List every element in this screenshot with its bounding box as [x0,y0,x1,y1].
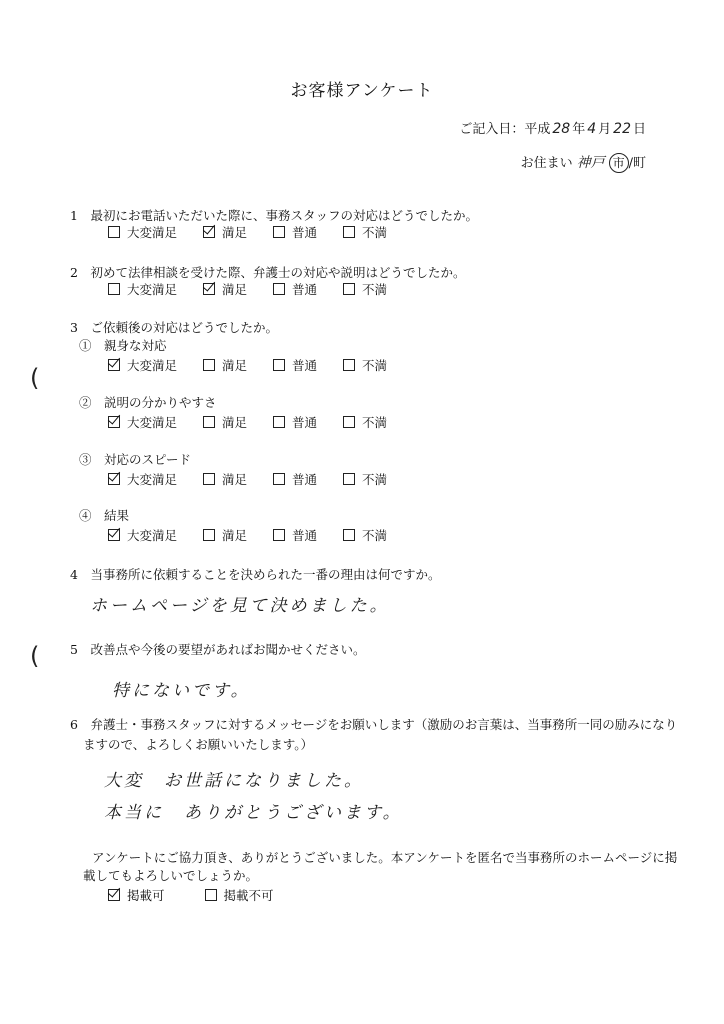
option-label: 大変満足 [127,358,178,373]
checkbox[interactable] [273,416,285,428]
question-3-sub-1-options [108,356,413,374]
checkbox[interactable] [108,473,120,485]
option-label: 満足 [222,472,248,487]
question-1-options [108,223,413,241]
address [521,152,646,173]
option-publish-denied[interactable] [205,886,274,904]
checkbox[interactable] [203,416,215,428]
option-label: 満足 [222,358,248,373]
option-average[interactable] [273,280,317,298]
checkbox[interactable] [203,359,215,371]
option-label: 不満 [362,282,388,297]
closing-line-1: アンケートにご協力頂き、ありがとうございました。本アンケートを匿名で当事務所のホームページに掲 [92,850,678,865]
option-label: 不満 [362,528,388,543]
date-label: ご記入日：平成 [459,122,551,137]
option-label: 普通 [292,282,318,297]
address-city-unit-circled: 市 [609,153,629,173]
margin-mark-2: ( [30,642,40,670]
question-6-line-2: ますので、よろしくお願いいたします。） [83,737,314,752]
option-average[interactable] [273,356,317,374]
question-6-line-1: 6 弁護士・事務スタッフに対するメッセージをお願いします（激励のお言葉は、当事務所一同の励みになり [70,717,678,732]
option-label: 満足 [222,282,248,297]
question-3-sub-4: ④ 結果 [79,508,130,523]
option-label: 不満 [362,415,388,430]
date-year: 28 [552,121,571,137]
checkbox[interactable] [108,529,120,541]
option-label: 普通 [292,225,318,240]
option-very-satisfied[interactable] [108,470,177,488]
date-year-unit: 年 [572,122,586,137]
option-average[interactable] [273,470,317,488]
checkbox[interactable] [108,889,120,901]
option-label: 不満 [362,472,388,487]
address-town-unit: /町 [628,156,646,171]
option-dissatisfied[interactable] [343,280,387,298]
option-average[interactable] [273,413,317,431]
question-5: 5 改善点や今後の要望があればお聞かせください。 [70,642,366,657]
checkbox[interactable] [273,226,285,238]
question-2: 2 初めて法律相談を受けた際、弁護士の対応や説明はどうでしたか。 [70,265,466,280]
option-label: 満足 [222,225,248,240]
option-very-satisfied[interactable] [108,223,177,241]
question-2-options [108,280,413,298]
option-satisfied[interactable] [203,413,247,431]
question-3-sub-3: ③ 対応のスピード [79,452,192,467]
option-label: 大変満足 [127,282,178,297]
option-label: 不満 [362,358,388,373]
entry-date [459,118,646,137]
question-3: 3 ご依頼後の対応はどうでしたか。 [70,320,278,335]
address-label: お住まい [520,156,573,171]
checkbox[interactable] [108,226,120,238]
question-3-sub-2-options [108,413,413,431]
option-label: 普通 [292,472,318,487]
page-title: お客様アンケート [290,81,434,101]
address-city: 神戸 [576,155,605,171]
option-satisfied[interactable] [203,526,247,544]
question-4: 4 当事務所に依頼することを決められた一番の理由は何ですか。 [70,567,441,582]
option-satisfied[interactable] [203,356,247,374]
checkbox[interactable] [203,529,215,541]
option-label: 普通 [292,358,318,373]
option-publish-allowed[interactable] [108,886,165,904]
closing-line-2: 載してもよろしいでしょうか。 [83,868,259,883]
option-dissatisfied[interactable] [343,526,387,544]
option-very-satisfied[interactable] [108,280,177,298]
date-month: 4 [587,121,597,137]
checkbox[interactable] [203,226,215,238]
date-month-unit: 月 [598,122,612,137]
option-label: 大変満足 [127,415,178,430]
question-4-answer: ホームページを見て決めました。 [90,596,390,616]
option-satisfied[interactable] [203,223,247,241]
question-3-sub-4-options [108,526,413,544]
option-satisfied[interactable] [203,470,247,488]
checkbox[interactable] [343,226,355,238]
option-label: 大変満足 [127,225,178,240]
checkbox[interactable] [108,359,120,371]
date-day-unit: 日 [632,122,646,137]
question-3-sub-1: ① 親身な対応 [79,338,167,353]
question-3-sub-3-options [108,470,413,488]
option-label: 掲載不可 [223,888,274,903]
checkbox[interactable] [343,359,355,371]
question-6-answer-line-2: 本当に ありがとうございます。 [104,803,403,823]
checkbox[interactable] [203,283,215,295]
checkbox[interactable] [343,416,355,428]
option-very-satisfied[interactable] [108,356,177,374]
option-dissatisfied[interactable] [343,470,387,488]
publish-options [108,886,300,904]
checkbox[interactable] [108,416,120,428]
option-label: 普通 [292,415,318,430]
checkbox[interactable] [343,529,355,541]
question-6-answer-line-1: 大変 お世話になりました。 [104,771,364,791]
option-dissatisfied[interactable] [343,223,387,241]
checkbox[interactable] [273,473,285,485]
option-label: 満足 [222,528,248,543]
option-average[interactable] [273,223,317,241]
question-1: 1 最初にお電話いただいた際に、事務スタッフの対応はどうでしたか。 [70,208,478,223]
checkbox[interactable] [273,359,285,371]
checkbox[interactable] [343,473,355,485]
checkbox[interactable] [273,283,285,295]
option-average[interactable] [273,526,317,544]
option-label: 満足 [222,415,248,430]
option-very-satisfied[interactable] [108,526,177,544]
option-label: 大変満足 [127,472,178,487]
checkbox[interactable] [273,529,285,541]
option-satisfied[interactable] [203,280,247,298]
option-dissatisfied[interactable] [343,413,387,431]
option-label: 不満 [362,225,388,240]
date-day: 22 [613,121,631,137]
checkbox[interactable] [203,473,215,485]
question-5-answer: 特にないです。 [112,681,251,701]
margin-mark-1: ( [30,364,40,392]
option-very-satisfied[interactable] [108,413,177,431]
option-label: 大変満足 [127,528,178,543]
question-3-sub-2: ② 説明の分かりやすさ [79,395,217,410]
option-dissatisfied[interactable] [343,356,387,374]
checkbox[interactable] [205,889,217,901]
option-label: 普通 [292,528,318,543]
checkbox[interactable] [343,283,355,295]
option-label: 掲載可 [127,888,165,903]
checkbox[interactable] [108,283,120,295]
